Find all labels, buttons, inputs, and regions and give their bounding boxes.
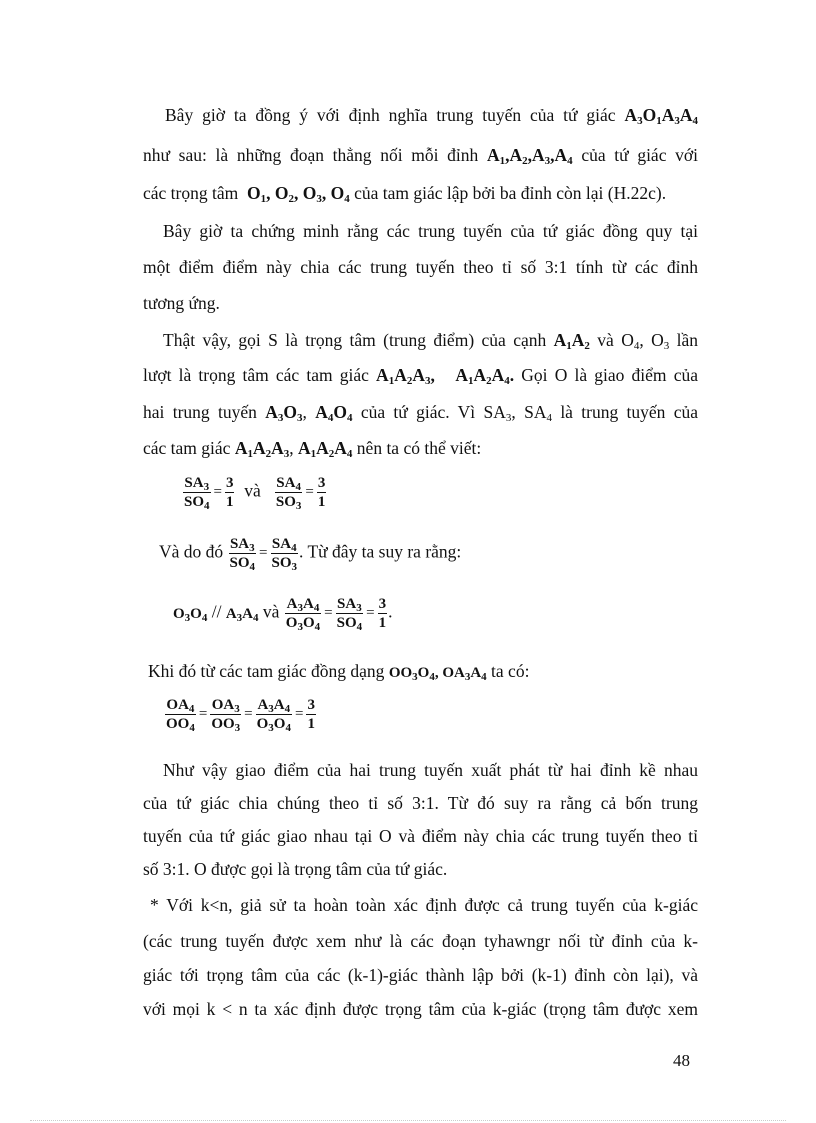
centroids-label: $O_1$, $O_2$, $O_3$, $O_4$ [246,183,350,205]
p1-line3: các trọng tâm $O_1$, $O_2$, $O_3$, $O_4$ của tam giác lập bởi ba đỉnh còn lại (H.22c). [143,183,667,205]
p2-line2: một điểm điểm này chia các trung tuyến theo tỉ số 3:1 tính từ các đỉnh [143,257,698,277]
p5-line4: số 3:1. O được gọi là trọng tâm của tứ giác. [143,859,448,879]
p6-line3: giác tới trọng tâm của các (k-1)-giác thành lập bởi (k-1) đỉnh còn lại), và [143,965,698,985]
equation-1: $\frac{SA_3}{SO_4}$ = $\frac{3}{1}$ và $\frac{SA_4}{SO_3}$ = $\frac{3}{1}$ [184,475,326,512]
p5-line1: Như vậy giao điểm của hai trung tuyến xuất phát từ hai đỉnh kề nhau [163,760,698,780]
vertices-label: $A_1,A_2,A_3,A_4$ [486,145,573,167]
p2-line1: Bây giờ ta chứng minh rằng các trung tuyến của tứ giác đồng quy tại [163,221,698,241]
p3-line2: lượt là trọng tâm các tam giác $A_1A_2A_3$, $A_1A_2A_4$. Gọi O là giao điểm của [143,365,698,387]
equation-4: $\frac{OA_4}{OO_4}$ = $\frac{OA_3}{OO_3}$ = $\frac{A_3A_4}{O_3O_4}$ = $\frac{3}{1}$ [166,697,315,734]
p2-line3: tương ứng. [143,293,220,313]
p6-line2: (các trung tuyến được xem như là các đoạn tyhawngr nối từ đỉnh của k- [143,931,698,951]
p1-line1: Bây giờ ta đồng ý với định nghĩa trung tuyến của tứ giác $A_3O_1A_3A_4$ [165,105,699,127]
equation-3: $O_3O_4 // A_3A_4$ và $\frac{A_3A_4}{O_3O_4}$ = $\frac{SA_3}{SO_4}$ = $\frac{3}{1}$ . [173,596,393,633]
p4-line: Khi đó từ các tam giác đồng dạng $OO_3O_4$, $OA_3A_4$ ta có: [148,661,530,683]
p6-line1: * Với k<n, giả sử ta hoàn toàn xác định được cả trung tuyến của k-giác [150,895,698,915]
p5-line2: của tứ giác chia chúng theo tỉ số 3:1. Từ đó suy ra rằng cả bốn trung [143,793,698,813]
p1-line2: như sau: là những đoạn thẳng nối mỗi đỉnh $A_1,A_2,A_3,A_4$ của tứ giác với [143,145,699,167]
p5-line3: tuyến của tứ giác giao nhau tại O và điểm này chia các trung tuyến theo tỉ [143,826,698,846]
p6-line4: với mọi k < n ta xác định được trọng tâm của k-giác (trọng tâm được xem [143,999,698,1019]
page-number: 48 [673,1051,690,1070]
p3-line3: hai trung tuyến $A_3O_3$, $A_4O_4$ của tứ giác. Vì $SA_3$, $SA_4$ là trung tuyến của [143,402,699,424]
equation-2: Và do đó $\frac{SA_3}{SO_4}$ = $\frac{SA_4}{SO_3}$ . Từ đây ta suy ra rằng: [159,536,462,573]
p3-line1: Thật vậy, gọi S là trọng tâm (trung điểm) của cạnh $A_1A_2$ và $O_4$, $O_3$ lần [163,330,699,352]
p3-line4: các tam giác $A_1A_2A_3$, $A_1A_2A_4$ nên ta có thể viết: [143,438,482,460]
footer-divider [30,1120,786,1121]
quad-label: $A_3O_1A_3A_4$ [624,105,699,127]
